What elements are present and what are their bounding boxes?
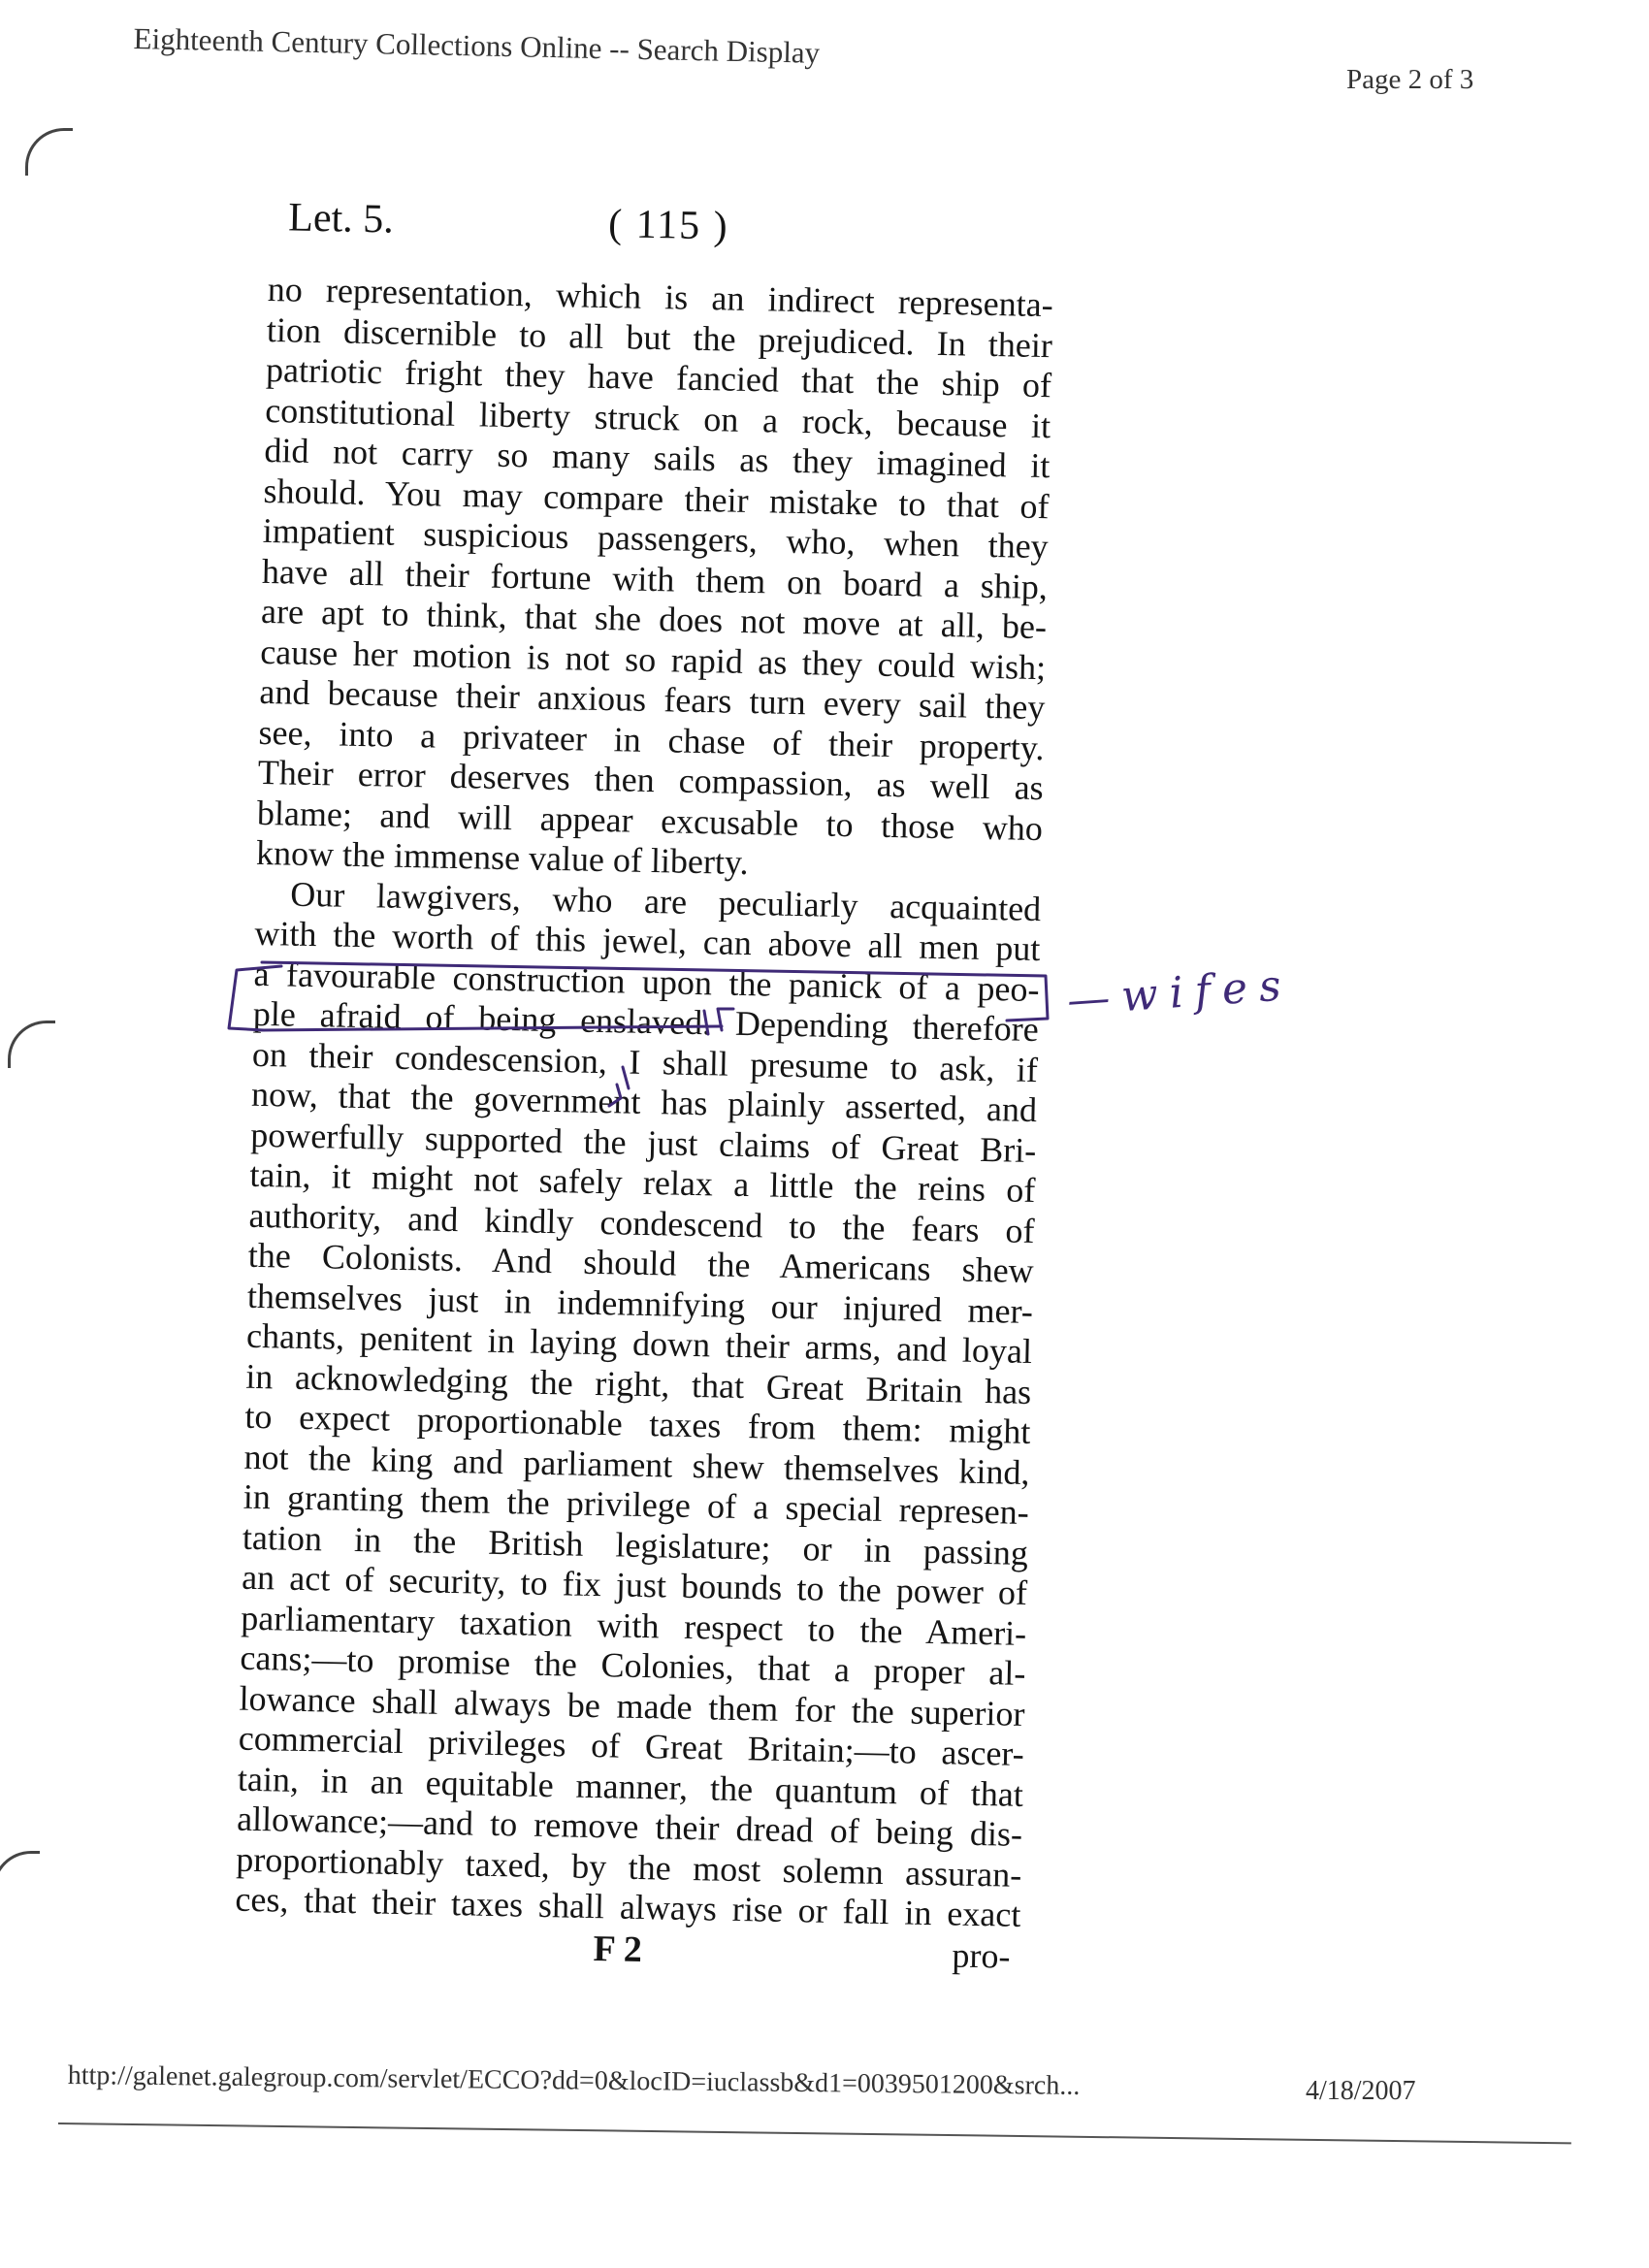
text-line: ces, that their taxes shall always rise or fall in exact xyxy=(235,1879,1021,1934)
annotation-note: —wifes xyxy=(1065,959,1295,1026)
print-footer-date: 4/18/2007 xyxy=(1306,2076,1416,2106)
text-line: themselves just in indemnifying our injured mer- xyxy=(246,1276,1034,1331)
text-line: constitutional liberty struck on a rock, because it xyxy=(264,390,1051,445)
text-line: commercial privileges of Great Britain;—to ascer- xyxy=(238,1718,1025,1773)
text-line: to expect proportionable taxes from them: might xyxy=(244,1396,1031,1451)
text-line: now, that the government has plainly asserted, and xyxy=(250,1074,1038,1130)
text-line: Our lawgivers, who are peculiarly acquainted xyxy=(289,874,1042,928)
text-line: in granting them the privilege of a special represen- xyxy=(242,1476,1030,1532)
scanned-book-page xyxy=(233,184,1065,2024)
text-line: not the king and parliament shew themselves kind, xyxy=(243,1437,1030,1492)
scan-edge-mark-bottom xyxy=(0,1851,40,1898)
text-line: tion discernible to all but the prejudiced. In their xyxy=(266,309,1053,365)
text-line: a favourable construction upon the panick of a peo- xyxy=(253,954,1040,1009)
text-line: and because their anxious fears turn every sail they xyxy=(259,671,1046,728)
text-line: lowance shall always be made them for the superior xyxy=(239,1678,1025,1733)
text-line: on their condescension, I shall presume to ask, if xyxy=(251,1034,1039,1089)
signature-mark: F 2 xyxy=(593,1928,643,1971)
page-number: ( 115 ) xyxy=(607,202,730,249)
text-line: with the worth of this jewel, can above all men put xyxy=(254,913,1041,969)
text-line: cause her motion is not so rapid as they could wish; xyxy=(259,632,1047,687)
footer-divider xyxy=(58,2122,1571,2144)
text-line: impatient suspicious passengers, who, when they xyxy=(262,510,1050,567)
text-line: the Colonists. And should the Americans shew xyxy=(247,1235,1035,1291)
text-line: allowance;—and to remove their dread of being dis- xyxy=(236,1798,1023,1854)
text-line: Their error deserves then compassion, as well as xyxy=(257,752,1045,808)
text-line: powerfully supported the just claims of Great Bri- xyxy=(249,1115,1037,1170)
text-line: an act of security, to fix just bounds to the power of xyxy=(241,1557,1028,1612)
print-footer-url: http://galenet.galegroup.com/servlet/ECCO?dd=0&locID=iuclassb&d1=0039501200&srch... xyxy=(67,2060,1081,2101)
text-line: have all their fortune with them on board a ship, xyxy=(261,551,1049,606)
catchword: pro- xyxy=(952,1935,1011,1976)
print-page-indicator: Page 2 of 3 xyxy=(1346,64,1474,95)
text-line: did not carry so many sails as they imagined it xyxy=(264,430,1051,486)
text-line: tain, in an equitable manner, the quantum of that xyxy=(237,1759,1024,1814)
text-line: proportionably taxed, by the most solemn assuran- xyxy=(235,1839,1022,1895)
text-line: no representation, which is an indirect representa- xyxy=(267,269,1054,325)
scan-edge-mark-middle xyxy=(8,1021,55,1068)
scan-edge-mark-top xyxy=(25,128,73,176)
text-line: tain, it might not safely relax a little the reins of xyxy=(249,1154,1036,1211)
text-line: authority, and kindly condescend to the fears of xyxy=(248,1195,1035,1250)
text-line: ple afraid of being enslaved. Depending therefore xyxy=(252,993,1040,1050)
text-line: see, into a privateer in chase of their property. xyxy=(258,712,1045,767)
text-line: should. You may compare their mistake to that of xyxy=(263,470,1050,526)
text-line: are apt to think, that she does not move at all, be- xyxy=(260,591,1048,647)
text-line: blame; and will appear excusable to those who xyxy=(256,793,1044,848)
print-header-title: Eighteenth Century Collections Online -- Search Display xyxy=(133,21,821,70)
running-head xyxy=(287,194,1045,277)
text-line: tation in the British legislature; or in passing xyxy=(242,1517,1029,1572)
body-text xyxy=(235,270,1053,1935)
text-line: parliamentary taxation with respect to the Ameri- xyxy=(240,1598,1027,1653)
text-line: patriotic fright they have fancied that the ship of xyxy=(265,349,1052,405)
text-line: cans;—to promise the Colonies, that a proper al- xyxy=(240,1637,1026,1693)
text-line: chants, penitent in laying down their arms, and loyal xyxy=(245,1315,1033,1372)
letter-label: Let. 5. xyxy=(287,195,395,243)
text-line: know the immense value of liberty. xyxy=(255,832,750,883)
text-line: in acknowledging the right, that Great Britain has xyxy=(244,1356,1032,1411)
